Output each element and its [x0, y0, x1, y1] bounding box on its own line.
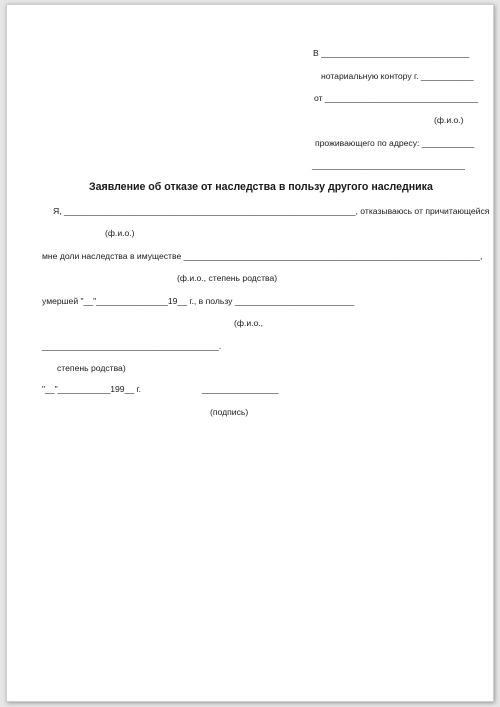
footer-date: "__"___________199__ г.: [42, 384, 141, 394]
body-line-3: умершей "__"_______________19__ г., в пользу _________________________: [42, 296, 355, 306]
header-notary-office: нотариальную контору г. ___________: [321, 71, 474, 81]
body-line-3-caption: (ф.и.о.,: [234, 318, 264, 328]
body-line-1-fio-caption: (ф.и.о.): [105, 228, 135, 238]
header-fio-caption: (ф.и.о.): [434, 115, 464, 125]
footer-signature-caption: (подпись): [210, 407, 249, 417]
header-address-line: ________________________________: [312, 160, 465, 170]
body-line-4: _____________________________________.: [42, 341, 222, 351]
document-page: [6, 4, 494, 702]
body-line-2-caption: (ф.и.о., степень родства): [177, 273, 278, 283]
body-line-1: Я, _____________________________________________________________, отказываюсь от причитающейся: [53, 206, 490, 216]
header-residing-at: проживающего по адресу: ___________: [315, 138, 475, 148]
header-to: В _______________________________: [313, 48, 470, 58]
document-title: Заявление об отказе от наследства в пользу другого наследника: [89, 181, 433, 193]
footer-signature-line: ________________: [202, 384, 279, 394]
body-line-2: мне доли наследства в имуществе ______________________________________________________________,: [42, 251, 483, 261]
body-line-4-caption: степень родства): [57, 363, 126, 373]
header-from: от ________________________________: [314, 93, 478, 103]
